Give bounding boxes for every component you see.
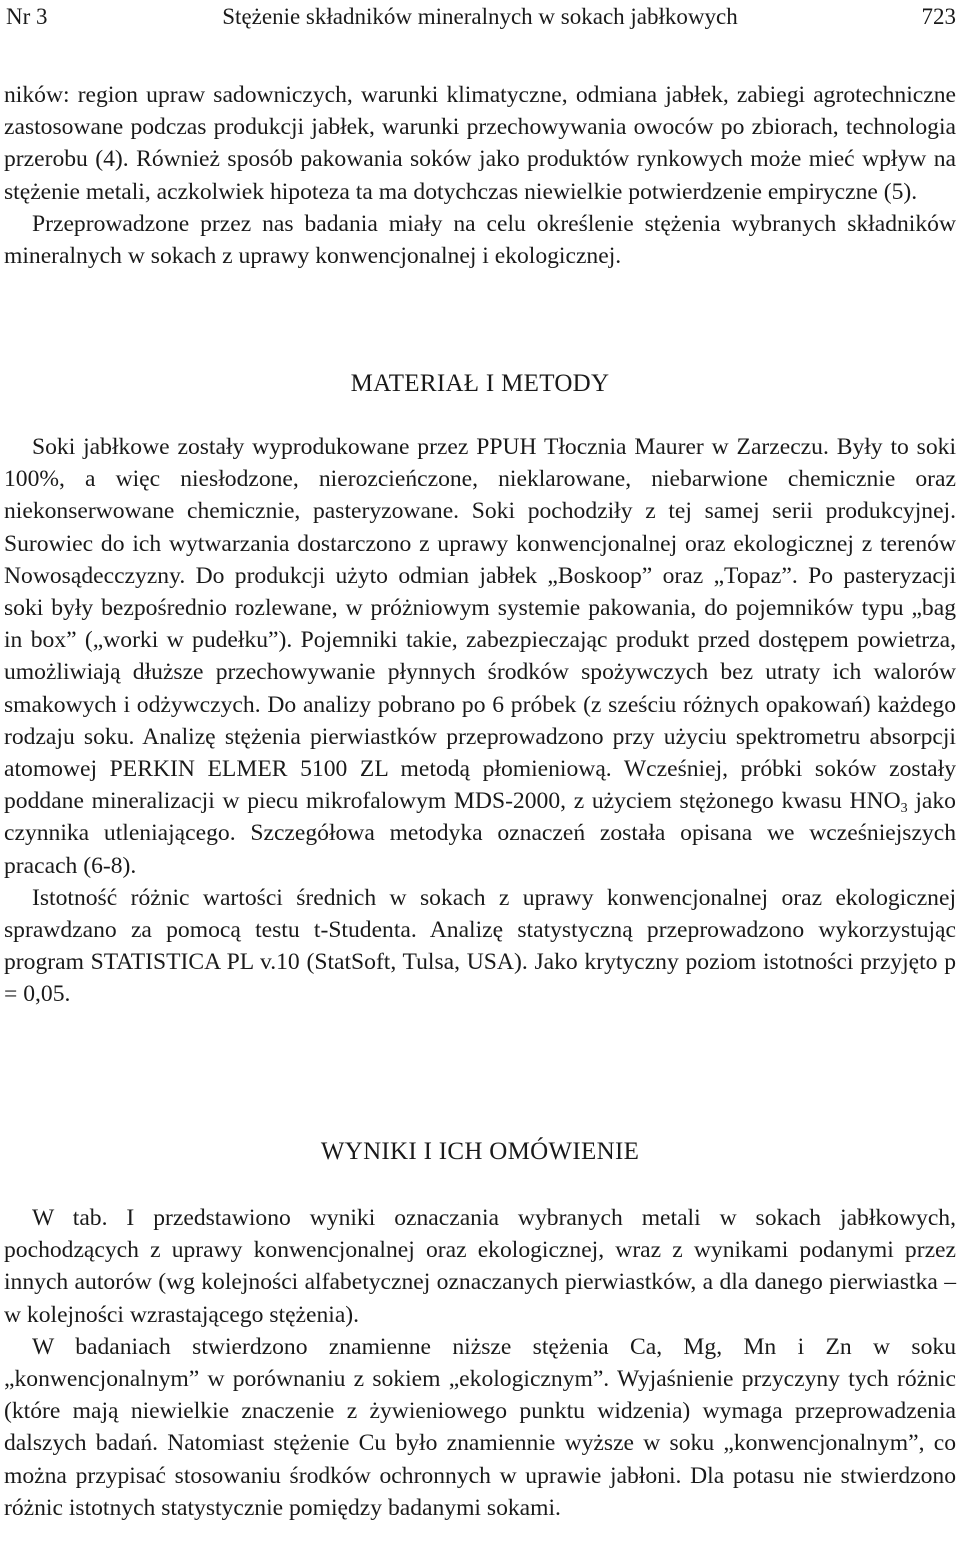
methods-paragraph-1-text: Soki jabłkowe zostały wyprodukowane przez PPUH Tłocznia Maurer w Zarzeczu. Były to soki 100%, a więc niesłodzone, nierozcieńczone, nieklarowane, niebarwione chemicznie oraz niekonserwowane chemicznie, pasteryzowane. Soki pochodziły z tej samej serii produkcyjnej. Surowiec do ich wytwarzania dostarczono z uprawy konwencjonalnej oraz ekologicznej z terenów Nowosądecczyzny. Do produkcji użyto odmian jabłek „Boskoop” oraz „Topaz”. Po pasteryzacji soki były bezpośrednio rozlewane, w próżniowym systemie pakowania, do pojemników typu „bag in box” („worki w pudełku”). Pojemniki takie, zabezpieczając produkt przed dostępem powietrza, umożliwiają dłuższe przechowywanie płynnych środków spożywczych bez utraty ich walorów smakowych i odżywczych. Do analizy pobrano po 6 próbek (z sześciu różnych opakowań) każdego rodzaju soku. Analizę stężenia pierwiastków przeprowadzono przy użyciu spektrometru absorpcji atomowej PERKIN ELMER 5100 ZL metodą płomieniową. Wcześniej, próbki soków zostały poddane mineralizacji w piecu mikrofalowym MDS-2000, z użyciem stężonego kwasu HNO: [4, 434, 956, 815]
intro-paragraph-1: ników: region upraw sadowniczych, warunki klimatyczne, odmiana jabłek, zabiegi agrotechniczne zastosowane podczas produkcji jabłek, warunki przechowywania owoców po zbiorach, technologia przerobu (4). Również sposób pakowania soków jako produktów rynkowych może mieć wpływ na stężenie metali, aczkolwiek hipoteza ta ma dotychczas niewielkie potwierdzenie empiryczne (5).: [4, 82, 956, 205]
methods-section: [4, 431, 956, 1011]
running-title: Stężenie składników mineralnych w sokach jabłkowych: [222, 4, 738, 29]
page-number: 723: [921, 4, 956, 29]
methods-paragraph-2: Istotność różnic wartości średnich w sokach z uprawy konwencjonalnej oraz ekologicznej sprawdzano za pomocą testu t-Studenta. Analizę statystyczną przeprowadzono wykorzystując program STATISTICA PL v.10 (StatSoft, Tulsa, USA). Jako krytyczny poziom istotności przyjęto p = 0,05.: [4, 884, 956, 1008]
running-header: [0, 0, 960, 34]
intro-paragraph-2: Przeprowadzone przez nas badania miały na celu określenie stężenia wybranych składników mineralnych w sokach z uprawy konwencjonalnej i ekologicznej.: [4, 210, 956, 270]
methods-paragraph-1-text-end: jako czynnika utleniającego. Szczegółowa metodyka oznaczeń została opisana we wcześniejszych pracach (6-8).: [4, 788, 956, 879]
results-paragraph-1: W tab. I przedstawiono wyniki oznaczania wybranych metali w sokach jabłkowych, pochodzących z uprawy konwencjonalnej oraz ekologicznej, wraz z wynikami podanymi przez innych autorów (wg kolejności alfabetycznej oznaczanych pierwiastków, a dla danego pierwiastka – w kolejności wzrastającego stężenia).: [4, 1205, 956, 1328]
methods-heading: MATERIAŁ I METODY: [350, 370, 610, 397]
methods-paragraph-1: [4, 431, 956, 882]
intro-section: [4, 79, 956, 272]
issue-number: Nr 3: [6, 4, 48, 29]
results-heading: WYNIKI I ICH OMÓWIENIE: [320, 1138, 640, 1165]
subscript-3: 3: [900, 801, 908, 817]
results-section: [4, 1202, 956, 1524]
results-paragraph-2: W badaniach stwierdzono znamienne niższe stężenia Ca, Mg, Mn i Zn w soku „konwencjonalnym” w porównaniu z sokiem „ekologicznym”. Wyjaśnienie przyczyny tych różnic (które mają niewielkie znaczenie z żywieniowego punktu widzenia) wymaga przeprowadzenia dalszych badań. Natomiast stężenie Cu było znamiennie wyższe w soku „konwencjonalnym”, co można przypisać stosowaniu środków ochronnych w uprawie jabłoni. Dla potasu nie stwierdzono różnic istotnych statystycznie pomiędzy badanymi sokami.: [4, 1333, 956, 1521]
